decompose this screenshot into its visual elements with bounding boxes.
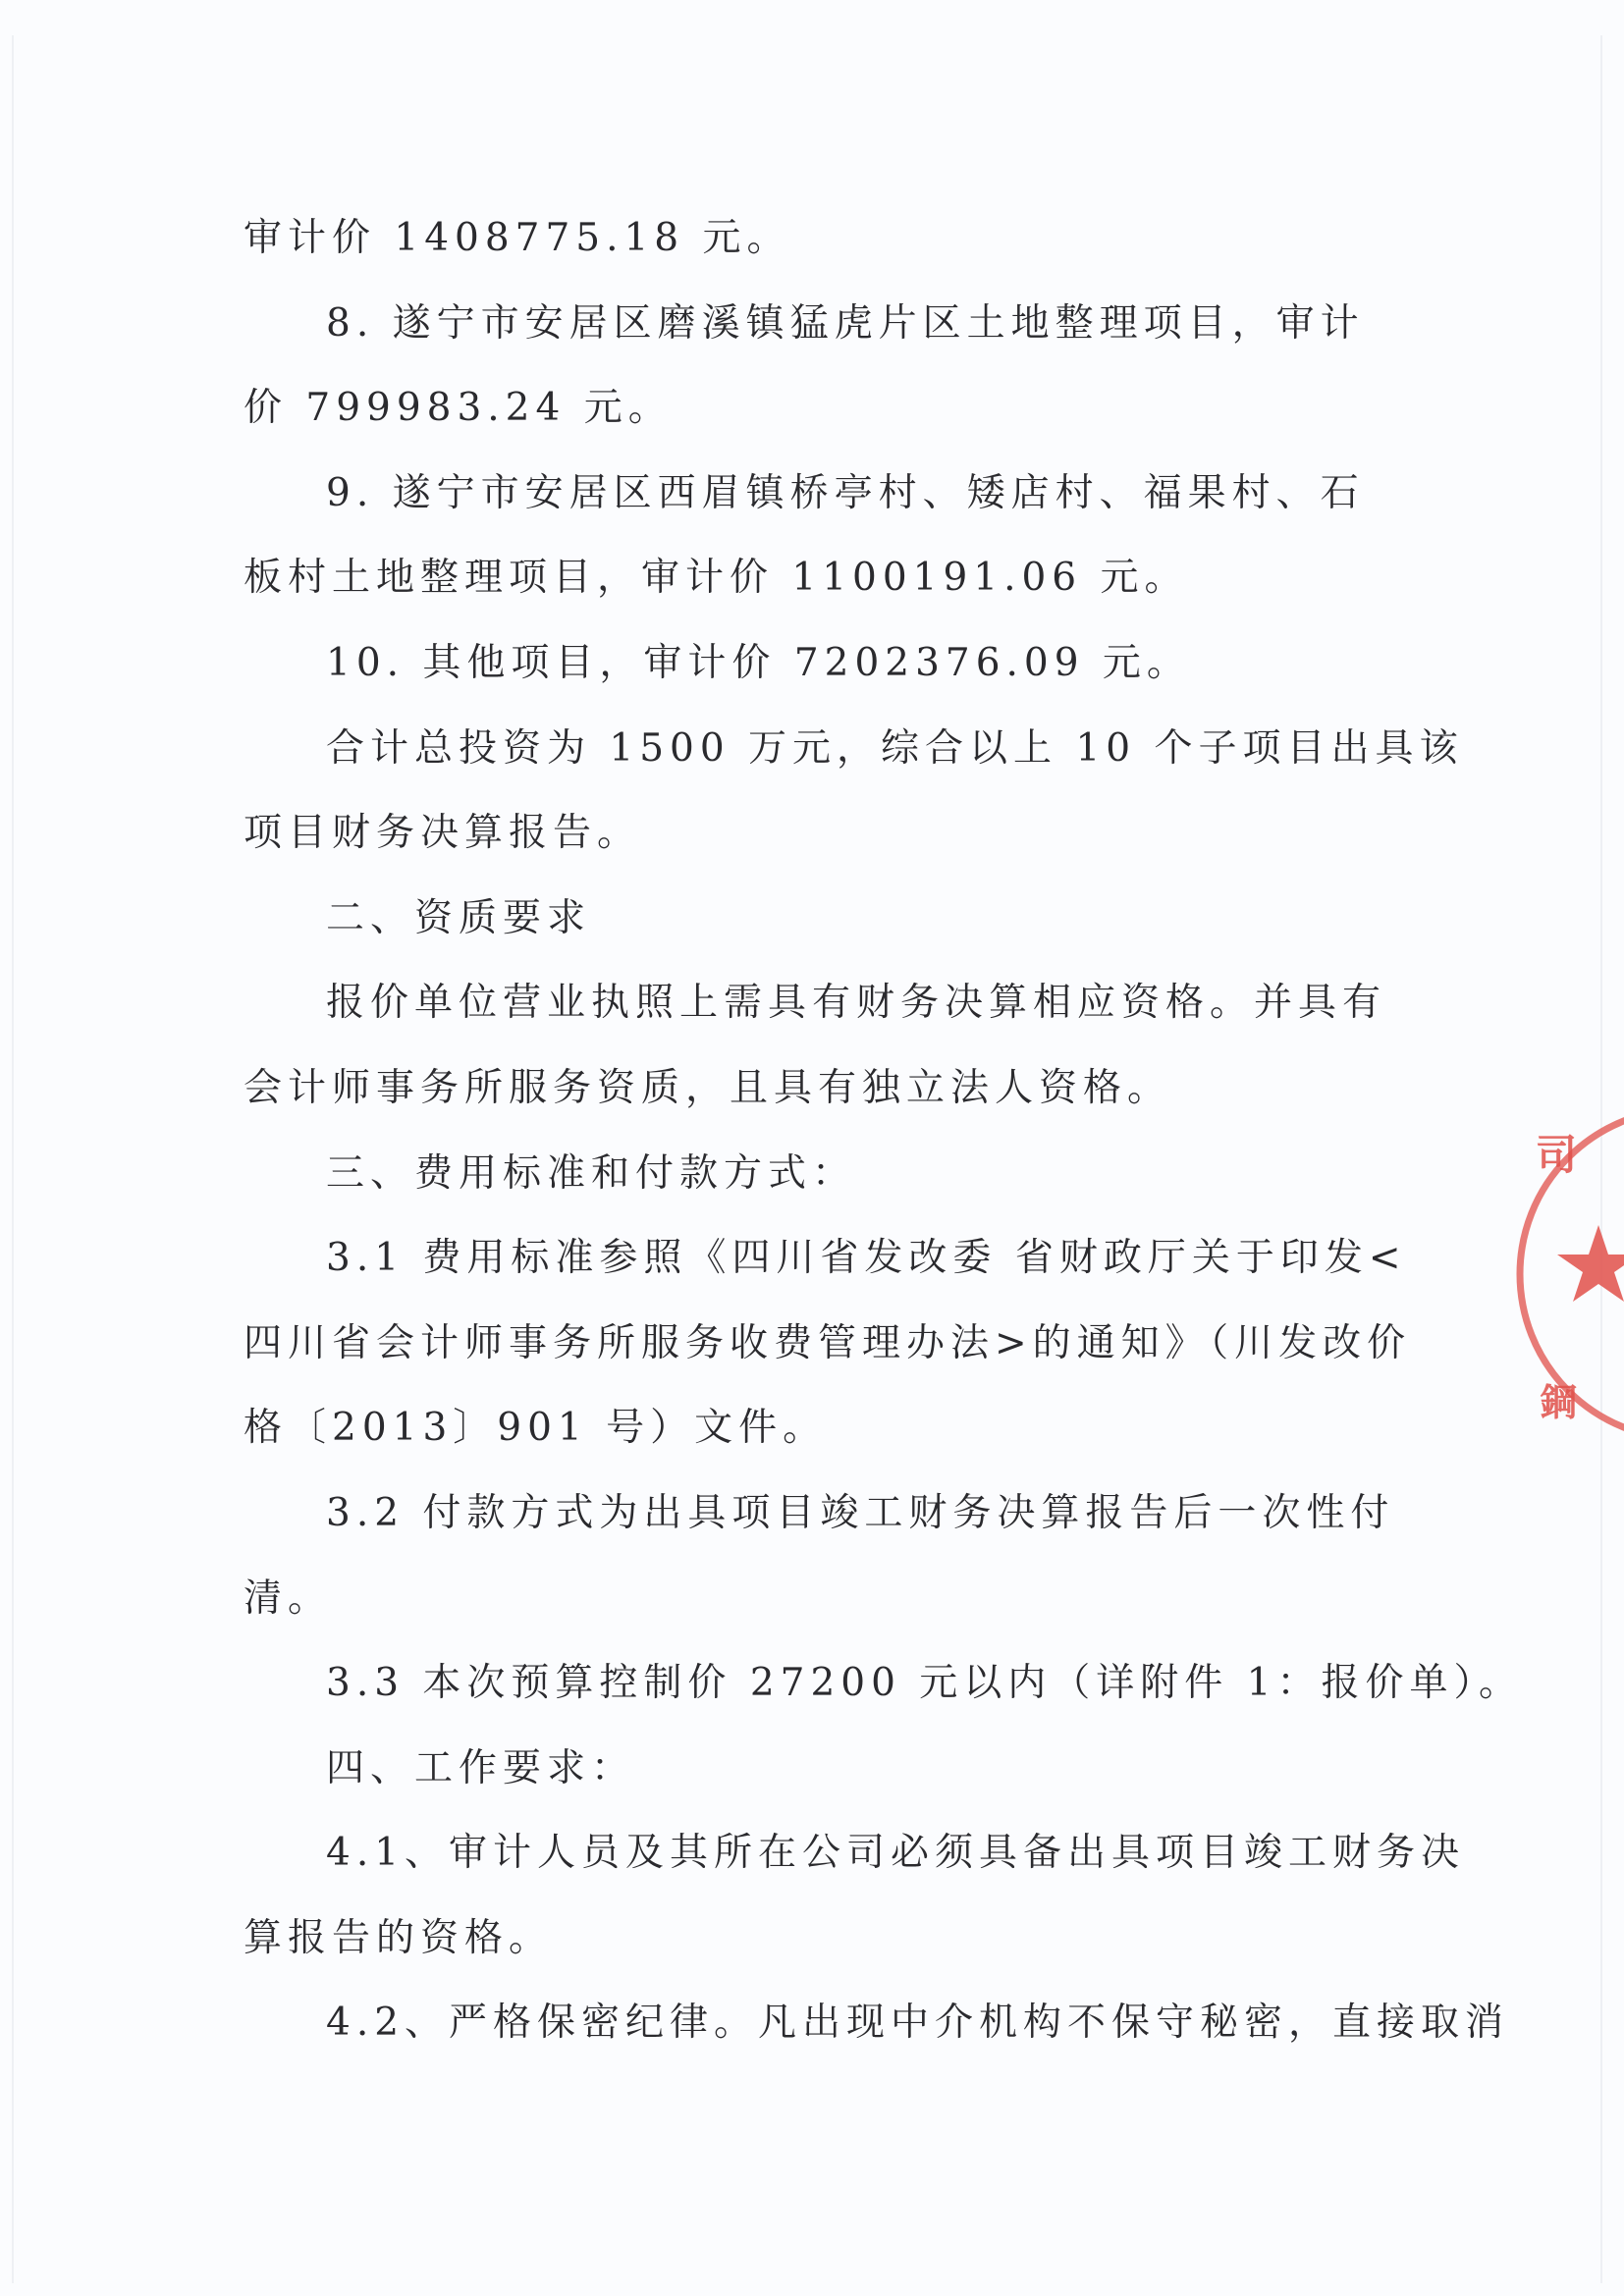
text-line: 算报告的资格。 xyxy=(244,1915,554,1960)
text-line: 四川省会计师事务所服务收费管理办法>的通知》（川发改价 xyxy=(244,1320,1412,1365)
text-line: 4.1、审计人员及其所在公司必须具备出具项目竣工财务决 xyxy=(326,1831,1466,1876)
text-line: 项目财务决算报告。 xyxy=(244,811,642,856)
seal-text-bottom: 鋼 xyxy=(1540,1381,1578,1424)
text-line: 清。 xyxy=(244,1575,333,1621)
text-line: 审计价 1408775.18 元。 xyxy=(244,216,791,260)
text-line: 4.2、严格保密纪律。凡出现中介机构不保守秘密，直接取消 xyxy=(326,2001,1510,2046)
text-line: 合计总投资为 1500 万元，综合以上 10 个子项目出具该 xyxy=(326,725,1464,771)
text-line: 8. 遂宁市安居区磨溪镇猛虎片区土地整理项目，审计 xyxy=(326,300,1365,346)
text-line: 9. 遂宁市安居区西眉镇桥亭村、矮店村、福果村、石 xyxy=(326,470,1365,515)
text-line: 3.2 付款方式为出具项目竣工财务决算报告后一次性付 xyxy=(326,1490,1395,1535)
text-line: 报价单位营业执照上需具有财务决算相应资格。并具有 xyxy=(326,981,1387,1026)
text-line: 四、工作要求： xyxy=(326,1745,636,1790)
text-line: 价 799983.24 元。 xyxy=(244,386,673,431)
text-line: 二、资质要求 xyxy=(326,895,592,940)
text-line: 3.1 费用标准参照《四川省发改委 省财政厅关于印发< xyxy=(326,1236,1407,1281)
text-line: 3.3 本次预算控制价 27200 元以内（详附件 1：报价单）。 xyxy=(326,1661,1523,1706)
red-seal-stamp xyxy=(1518,1088,1624,1461)
text-line: 格〔2013〕901 号）文件。 xyxy=(244,1406,828,1451)
seal-text-top: 司 xyxy=(1536,1131,1580,1179)
text-line: 10. 其他项目，审计价 7202376.09 元。 xyxy=(326,640,1191,685)
text-line: 会计师事务所服务资质，且具有独立法人资格。 xyxy=(244,1065,1172,1110)
text-line: 板村土地整理项目，审计价 1100191.06 元。 xyxy=(244,556,1189,601)
text-line: 三、费用标准和付款方式： xyxy=(326,1150,857,1196)
document-body xyxy=(244,196,1523,2066)
